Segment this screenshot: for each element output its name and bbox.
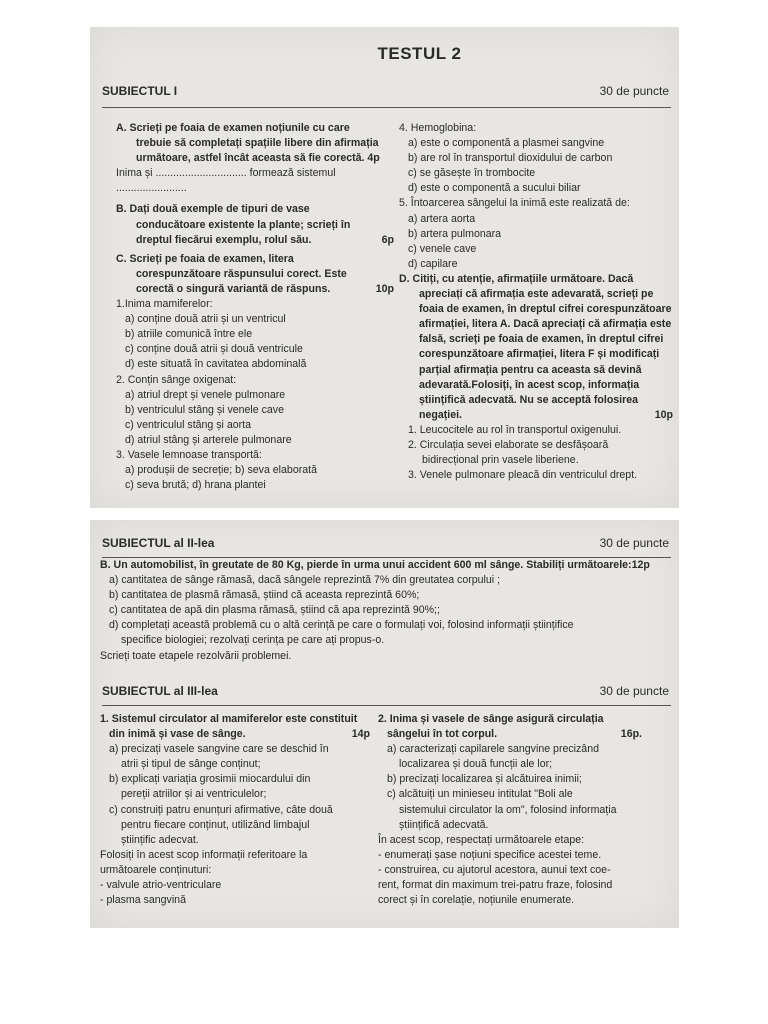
task-1-text: din inimă și vase de sânge. [109,728,246,741]
section-1-right-column [399,121,673,483]
question-4-option: b) are rol în transportul dioxidului de carbon [408,152,613,165]
item-c-text: corectă o singură variantă de răspuns. [136,282,331,295]
task-2-line: 2. Inima și vasele de sânge asigură circulația [378,713,604,725]
task-2-points: 16p. [620,728,642,741]
question-5-option: b) artera pulmonara [408,227,502,240]
question-4: 4. Hemoglobina: [399,122,477,134]
question-5: 5. Întoarcerea sângelui la inimă este realizată de: [399,197,630,210]
question-1: 1.Inima mamiferelor: [116,298,213,311]
exam-page-bottom [90,520,679,928]
item-d-line: falsă, scrieți pe foaia de examen, în dreptul cifrei [419,333,664,346]
question-4-option: a) este o componentă a plasmei sangvine [408,137,605,150]
question-2-option: b) ventriculul stâng și venele cave [125,403,284,416]
question-5-option: c) venele cave [408,242,477,255]
task-1-part-a-cont: atrii și tipul de sânge conținut; [121,758,261,771]
section-2-header [102,536,669,550]
section-3-points: 30 de puncte [599,684,669,698]
section-3-left-column [100,712,370,908]
problem-part-a: a) cantitatea de sânge rămasă, dacă sângele reprezintă 7% din greutatea corpului ; [109,574,501,587]
item-b-line: conducătoare existente la plante; scrieți în [136,218,351,231]
task-1-part-b: b) explicați variația grosimii miocardului din [109,773,311,786]
item-c-points: 10p [375,282,394,295]
item-c-line: corespunzătoare răspunsului corect. Este [136,267,347,280]
section-1-header [102,84,669,98]
item-d-points: 10p [654,408,673,421]
question-3-option: c) seva brută; d) hrana plantei [125,479,266,492]
item-a-line: următoare, astfel încât aceasta să fie corectă. 4p [136,152,380,165]
problem-part-d: d) completați această problemă cu o altă cerință pe care o formulați voi, folosind informații științifice [109,619,574,632]
question-1-option: c) conține două atrii și două ventricule [125,343,303,356]
problem-part-c: c) cantitatea de apă din plasma rămasă, știind că apa reprezintă 90%;; [109,604,440,617]
question-2-option: d) atriul stâng și arterele pulmonare [125,433,292,446]
item-d-line: corespunzătoare afirmației, litera F și modificați [419,348,660,361]
item-d-line: foaia de examen, în dreptul cifrei corespunzătoare [419,303,672,316]
task-2-part-a-cont: localizarea și două funcții ale lor; [399,758,553,771]
item-d-line: adevarată.Folosiți, în acest scop, informația [419,378,640,391]
task-1-part-b-cont: pereții atriilor și ai ventriculelor; [121,788,267,801]
item-d-line: apreciați că afirmația este adevarată, scrieți pe [419,288,654,301]
section-3-right-column [378,712,642,908]
item-a-line: trebuie să completați spațiile libere din afirmația [136,137,379,150]
section-1-points: 30 de puncte [599,84,669,98]
item-b-line [116,233,394,248]
question-5-option: d) capilare [408,257,458,270]
question-2: 2. Conțin sânge oxigenat: [116,373,237,386]
item-d-line: științifică adecvată. Nu se acceptă folosirea [419,393,639,406]
test-title: TESTUL 2 [377,44,462,63]
task-1-note: următoarele conținuturi: [100,863,212,876]
task-1-content-item: - plasma sangvină [100,894,186,907]
item-d-line: parțial afirmația pentru ca aceasta să devină [419,363,642,376]
item-b-points: 6p [381,233,394,246]
task-1-part-c-cont: științific adecvat. [121,833,199,846]
item-a-line: ........................ [116,182,187,195]
section-3-divider [102,705,671,706]
item-a-line: Inima și ............................... formează sistemul [116,167,336,180]
item-a-line: A. Scrieți pe foaia de examen noțiunile cu care [116,122,350,134]
item-d-line: D. Citiți, cu atenție, afirmațiile următoare. Dacă [399,272,634,285]
task-1-note: Folosiți în acest scop informații referitoare la [100,848,308,861]
task-2-part-a: a) caracterizați capilarele sangvine precizând [387,743,599,756]
task-1-part-c-cont: pentru fiecare conținut, utilizând limbajul [121,818,310,831]
question-3: 3. Vasele lemnoase transportă: [116,448,262,461]
section-3-heading: SUBIECTUL al III-lea [102,684,218,698]
task-2-line [378,727,642,742]
task-2-part-b: b) precizați localizarea și alcătuirea inimii; [387,773,582,786]
item-d-line: afirmației, litera A. Dacă apreciați că afirmația este [419,318,672,331]
question-1-option: d) este situată în cavitatea abdominală [125,358,307,371]
statement-2: 2. Circulația sevei elaborate se desfășoară [408,438,609,451]
problem-part-b: b) cantitatea de plasmă rămasă, știind că aceasta reprezintă 60%; [109,589,420,602]
section-2-body [100,558,672,664]
question-4-option: d) este o componentă a sucului biliar [408,182,581,195]
task-2-step: - construirea, cu ajutorul acestora, aunui text coe- [378,863,611,876]
question-1-option: a) conține două atrii și un ventricul [125,313,286,326]
item-c-line [116,282,394,297]
question-3-option: a) produșii de secreție; b) seva elaborată [125,464,317,477]
task-2-note: În acest scop, respectați următoarele etape: [378,833,585,846]
task-2-step: - enumerați șase noțiuni specifice acestei teme. [378,848,602,861]
task-2-text: sângelui în tot corpul. [387,728,498,741]
task-2-part-c-cont: sistemului circulator la om", folosind informația [399,803,617,816]
section-3-header [102,684,669,698]
task-1-part-a: a) precizați vasele sangvine care se deschid în [109,743,329,756]
task-2-part-c-cont: științifică adecvată. [399,818,489,831]
item-b-line: B. Dați două exemple de tipuri de vase [116,203,310,216]
task-2-step: rent, format din maximum trei-patru fraze, folosind [378,879,613,892]
statement-3: 3. Venele pulmonare pleacă din ventriculul drept. [408,469,638,482]
task-1-line [100,727,370,742]
item-d-text: negației. [419,408,462,421]
task-1-content-item: - valvule atrio-ventriculare [100,879,222,892]
problem-final: Scrieți toate etapele rezolvării problemei. [100,649,292,662]
statement-2-cont: bidirecțional prin vasele liberiene. [422,454,579,467]
item-b-text: dreptul fiecărui exemplu, rolul său. [136,233,312,246]
section-1-divider [102,107,671,108]
section-1-heading: SUBIECTUL I [102,84,178,98]
exam-page-top [90,27,679,508]
section-2-points: 30 de puncte [599,536,669,550]
task-1-line: 1. Sistemul circulator al mamiferelor este constituit [100,713,358,725]
question-5-option: a) artera aorta [408,212,476,225]
problem-intro: B. Un automobilist, în greutate de 80 Kg, pierde în urma unui accident 600 ml sânge. Stabiliți următoarele:12p [100,559,650,571]
task-1-part-c: c) construiți patru enunțuri afirmative, câte două [109,803,333,816]
question-4-option: c) se găsește în trombocite [408,167,536,180]
question-2-option: a) atriul drept și venele pulmonare [125,388,286,401]
task-2-part-c: c) alcătuiți un minieseu intitulat "Boli ale [387,788,573,801]
problem-part-d-cont: specifice biologiei; rezolvați cerința pe care ați propus-o. [121,634,385,647]
question-2-option: c) ventriculul stâng și aorta [125,418,252,431]
statement-1: 1. Leucocitele au rol în transportul oxigenului. [408,423,622,436]
task-1-points: 14p [351,728,370,741]
question-1-option: b) atriile comunică între ele [125,328,253,341]
item-c-line: C. Scrieți pe foaia de examen, litera [116,252,294,265]
item-d-line [399,408,673,423]
section-2-heading: SUBIECTUL al II-lea [102,536,215,550]
section-1-left-column [116,121,394,493]
task-2-step: corect și în corelație, noțiunile enumerate. [378,894,575,907]
